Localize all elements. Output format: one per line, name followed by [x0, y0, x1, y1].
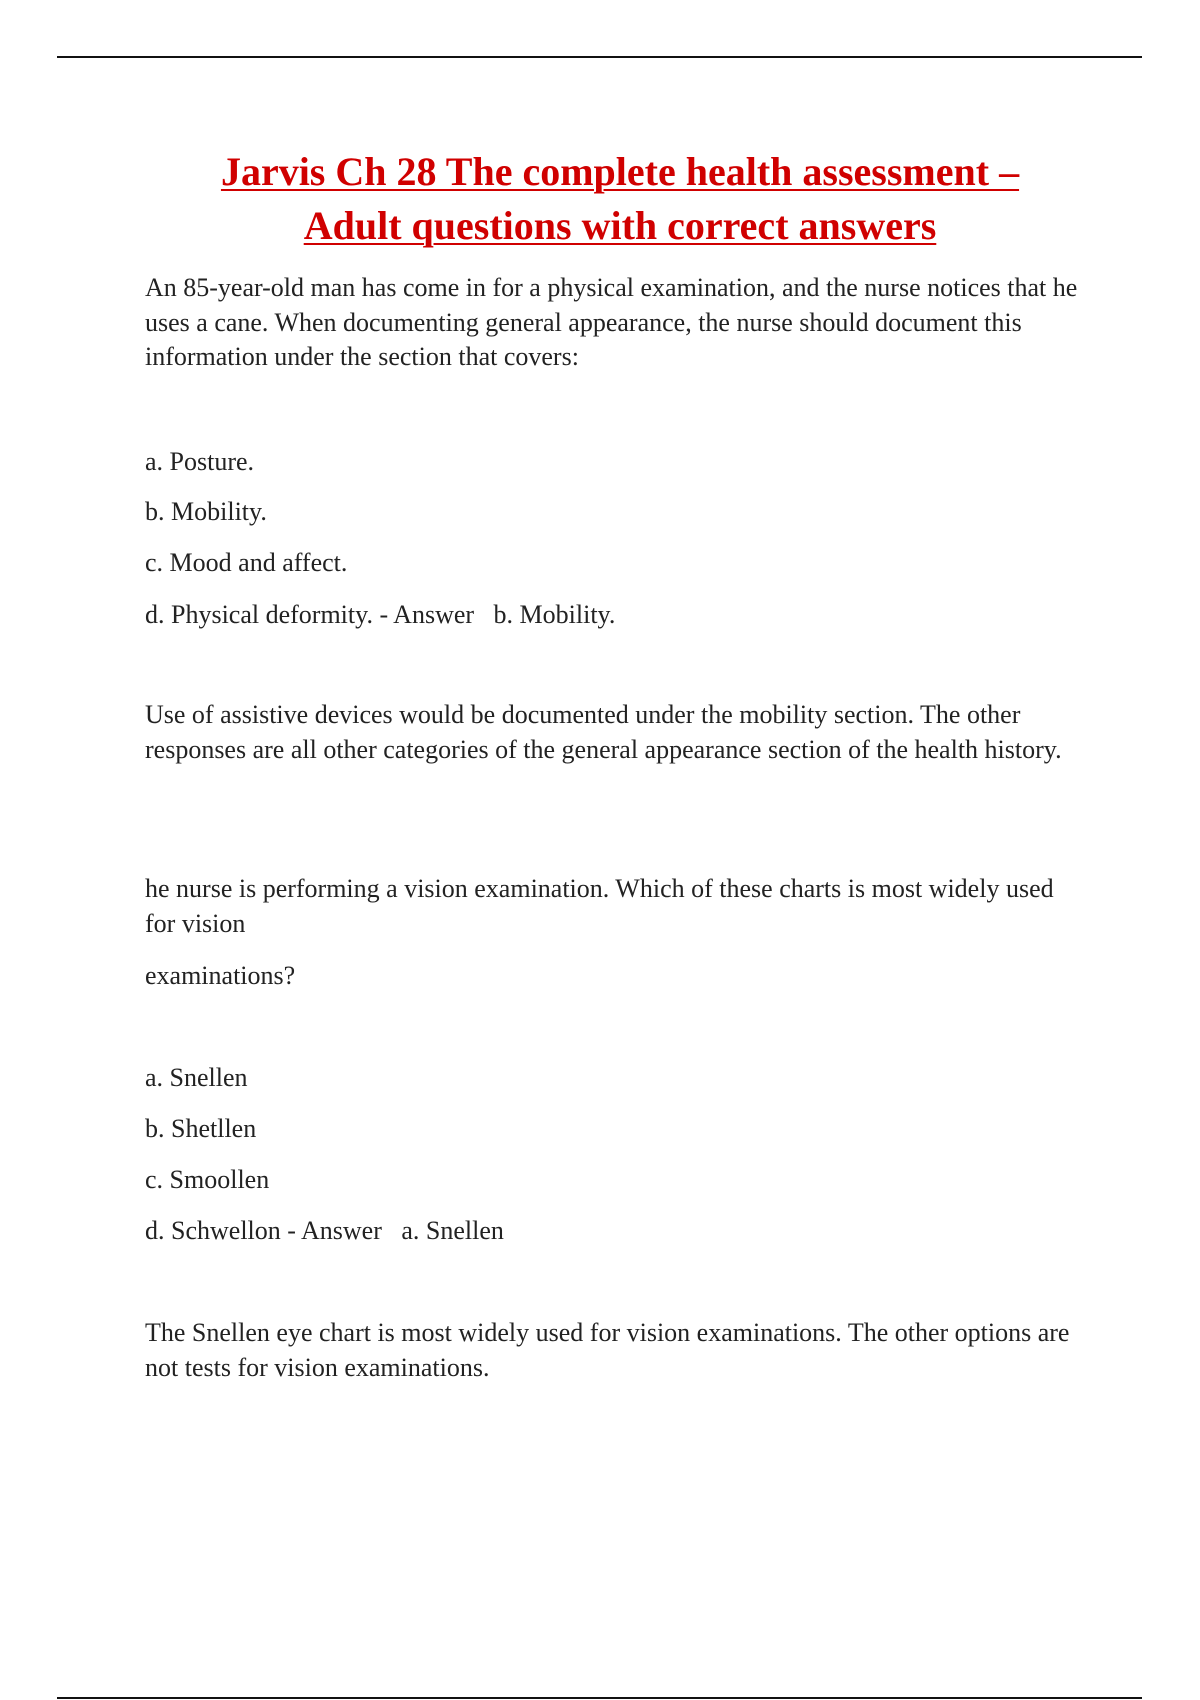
q2-option-d-answer: d. Schwellon - Answer a. Snellen — [145, 1216, 504, 1245]
question-2-text-continued: examinations? — [145, 961, 296, 990]
q1-option-b: b. Mobility. — [145, 497, 267, 526]
q2-option-c: c. Smoollen — [145, 1165, 270, 1194]
q1-option-c: c. Mood and affect. — [145, 548, 348, 577]
q2-option-b: b. Shetllen — [145, 1114, 257, 1143]
footer-rule — [57, 1697, 1142, 1699]
question-2-rationale: The Snellen eye chart is most widely used for vision examinations. The other options are not tests for vision examinations. — [145, 1318, 1070, 1382]
q1-option-a: a. Posture. — [145, 447, 255, 476]
question-1-text: An 85-year-old man has come in for a physical examination, and the nurse notices that he uses a cane. When documenting general appearance, the nurse should document this information under the section that covers: — [145, 273, 1078, 371]
question-2-text: he nurse is performing a vision examination. Which of these charts is most widely used for vision — [145, 874, 1054, 938]
question-1-rationale: Use of assistive devices would be documented under the mobility section. The other responses are all other categories of the general appearance section of the health history. — [145, 700, 1062, 764]
q2-option-a: a. Snellen — [145, 1063, 248, 1092]
document-title — [80, 145, 1160, 253]
title-line-1: Jarvis Ch 28 The complete health assessment – — [220, 149, 1020, 194]
header-rule — [57, 56, 1142, 58]
title-line-2: Adult questions with correct answers — [303, 203, 937, 248]
q1-option-d-answer: d. Physical deformity. - Answer b. Mobility. — [145, 600, 616, 629]
